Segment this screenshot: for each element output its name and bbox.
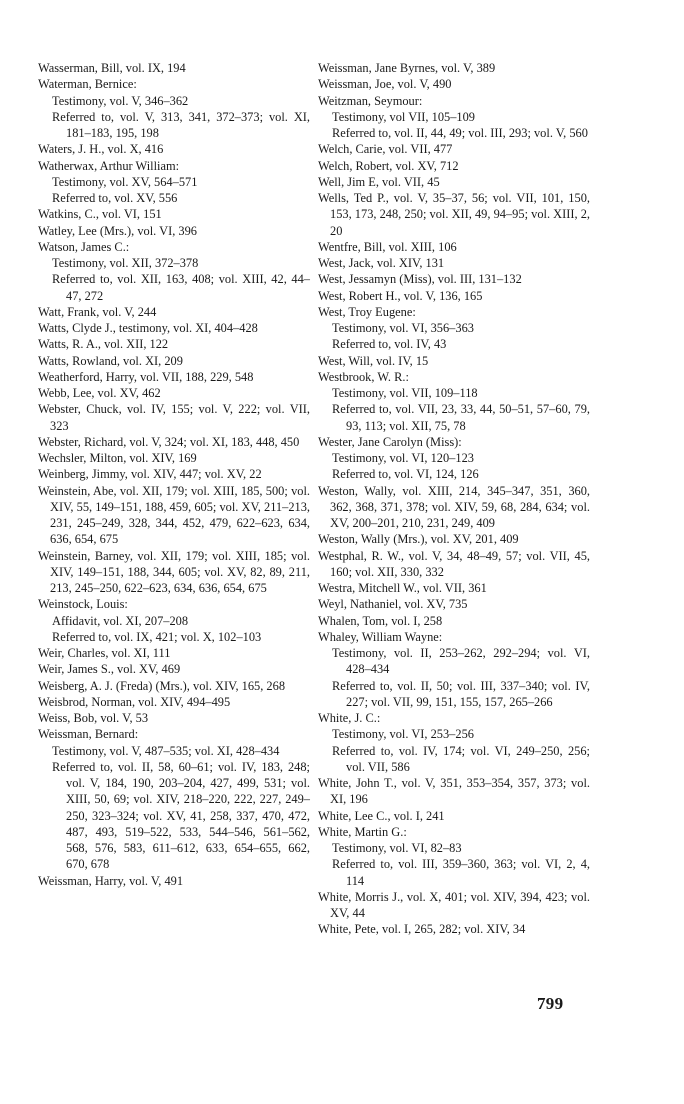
index-entry: Webster, Richard, vol. V, 324; vol. XI, 183, 448, 450 xyxy=(38,434,300,449)
index-subentry: Testimony, vol VII, 105–109 xyxy=(332,109,475,124)
page-number: 799 xyxy=(537,994,564,1013)
index-entry: West, Will, vol. IV, 15 xyxy=(318,353,429,368)
index-subentry: Referred to, vol. IX, 421; vol. X, 102–103 xyxy=(52,629,262,644)
index-subentry: Referred to, vol. XII, 163, 408; vol. XIII, 42, 44–47, 272 xyxy=(52,272,310,303)
index-entry: Weiss, Bob, vol. V, 53 xyxy=(38,711,149,725)
index-entry: Weissman, Harry, vol. V, 491 xyxy=(38,873,184,888)
index-entry: Welch, Carie, vol. VII, 477 xyxy=(318,142,453,157)
index-entry: Weir, Charles, vol. XI, 111 xyxy=(38,646,171,660)
index-entry: White, Pete, vol. I, 265, 282; vol. XIV, 34 xyxy=(318,922,526,937)
index-entry: Weatherford, Harry, vol. VII, 188, 229, 548 xyxy=(38,369,254,384)
index-entry: Westra, Mitchell W., vol. VII, 361 xyxy=(318,581,487,595)
index-subentry: Referred to, vol. II, 58, 60–61; vol. IV, 183, 248; vol. V, 184, 190, 203–204, 427, 499, 531; vol. XIII, 50, 69; vol. XIV, 218–220, 222, 227, 249–250, 323–324; vol. XV, 41, 258, 337, 470, 472, 487, 493, 519–522, 533, 544–546, 561–562, 568, 576, 583, 611–612, 633, 654–655, 662, 670, 678 xyxy=(52,759,310,872)
index-entry: Weisberg, A. J. (Freda) (Mrs.), vol. XIV, 165, 268 xyxy=(38,678,286,693)
index-entry: Watson, James C.: xyxy=(38,239,130,254)
index-subentry: Testimony, vol. V, 487–535; vol. XI, 428–434 xyxy=(52,743,280,758)
index-entry: White, Lee C., vol. I, 241 xyxy=(318,808,445,823)
index-entry: West, Robert H., vol. V, 136, 165 xyxy=(318,288,483,303)
index-subentry: Testimony, vol. VI, 82–83 xyxy=(332,841,462,855)
index-entry: White, Martin G.: xyxy=(318,824,407,839)
index-subentry: Testimony, vol. VI, 356–363 xyxy=(332,321,474,335)
index-subentry: Referred to, vol. II, 50; vol. III, 337–340; vol. IV, 227; vol. VII, 99, 151, 155, 157, 265–266 xyxy=(332,678,590,709)
index-entry: Wester, Jane Carolyn (Miss): xyxy=(318,434,462,449)
index-entry: Weinstein, Barney, vol. XII, 179; vol. XIII, 185; vol. XIV, 149–151, 188, 344, 605; vol. XV, 82, 89, 211, 213, 245–250, 622–623, 634, 636, 654, 675 xyxy=(38,548,310,595)
index-column-left xyxy=(38,60,310,889)
index-subentry: Testimony, vol. VII, 109–118 xyxy=(332,386,478,400)
index-entry: Webster, Chuck, vol. IV, 155; vol. V, 222; vol. VII, 323 xyxy=(38,402,310,433)
index-entry: Waters, J. H., vol. X, 416 xyxy=(38,142,164,157)
index-entry: Weissman, Bernard: xyxy=(38,727,139,742)
index-subentry: Referred to, vol. XV, 556 xyxy=(52,191,178,205)
index-entry: Waterman, Bernice: xyxy=(38,77,137,92)
index-entry: Weyl, Nathaniel, vol. XV, 735 xyxy=(318,597,468,612)
index-entry: Weinstein, Abe, vol. XII, 179; vol. XIII, 185, 500; vol. XIV, 55, 149–151, 188, 459, 605; vol. XV, 211–213, 231, 245–249, 328, 344, 452, 479, 622–623, 634, 636, 654, 675 xyxy=(38,483,310,547)
index-entry: Weir, James S., vol. XV, 469 xyxy=(38,662,181,677)
index-subentry: Referred to, vol. V, 313, 341, 372–373; vol. XI, 181–183, 195, 198 xyxy=(52,109,310,140)
index-entry: Weston, Wally (Mrs.), vol. XV, 201, 409 xyxy=(318,532,519,547)
index-entry: Welch, Robert, vol. XV, 712 xyxy=(318,158,459,173)
index-entry: Well, Jim E, vol. VII, 45 xyxy=(318,174,440,189)
index-subentry: Referred to, vol. IV, 43 xyxy=(332,337,447,352)
index-entry: Watts, R. A., vol. XII, 122 xyxy=(38,337,169,352)
index-entry: Watts, Clyde J., testimony, vol. XI, 404–428 xyxy=(38,321,258,335)
index-entry: Webb, Lee, vol. XV, 462 xyxy=(38,386,161,400)
index-subentry: Testimony, vol. VI, 120–123 xyxy=(332,451,474,465)
index-subentry: Referred to, vol. IV, 174; vol. VI, 249–250, 256; vol. VII, 586 xyxy=(332,743,590,774)
index-subentry: Testimony, vol. XV, 564–571 xyxy=(52,174,198,189)
index-entry: Weston, Wally, vol. XIII, 214, 345–347, 351, 360, 362, 368, 371, 378; vol. XIV, 59, 68, 284, 634; vol. XV, 200–201, 210, 231, 249, 409 xyxy=(318,483,590,530)
index-entry: White, Morris J., vol. X, 401; vol. XIV, 394, 423; vol. XV, 44 xyxy=(318,889,590,920)
index-entry: Weissman, Joe, vol. V, 490 xyxy=(318,77,452,92)
index-entry: Watkins, C., vol. VI, 151 xyxy=(38,207,162,222)
index-entry: Wentfre, Bill, vol. XIII, 106 xyxy=(318,239,457,254)
index-entry: Westphal, R. W., vol. V, 34, 48–49, 57; vol. VII, 45, 160; vol. XII, 330, 332 xyxy=(318,548,590,579)
index-entry: Westbrook, W. R.: xyxy=(318,369,409,384)
index-entry: Watt, Frank, vol. V, 244 xyxy=(38,304,157,319)
index-subentry: Testimony, vol. XII, 372–378 xyxy=(52,256,199,270)
index-subentry: Referred to, vol. II, 44, 49; vol. III, 293; vol. V, 560 xyxy=(332,126,588,140)
index-entry: Watley, Lee (Mrs.), vol. VI, 396 xyxy=(38,223,198,238)
index-entry: Wasserman, Bill, vol. IX, 194 xyxy=(38,61,186,75)
index-entry: White, J. C.: xyxy=(318,711,381,725)
index-entry: White, John T., vol. V, 351, 353–354, 357, 373; vol. XI, 196 xyxy=(318,776,590,807)
index-entry: Wechsler, Milton, vol. XIV, 169 xyxy=(38,451,197,465)
index-entry: West, Troy Eugene: xyxy=(318,304,416,319)
index-column-right xyxy=(318,60,590,938)
index-entry: Weissman, Jane Byrnes, vol. V, 389 xyxy=(318,61,496,75)
index-subentry: Affidavit, vol. XI, 207–208 xyxy=(52,613,189,628)
index-subentry: Referred to, vol. VII, 23, 33, 44, 50–51, 57–60, 79, 93, 113; vol. XII, 75, 78 xyxy=(332,402,590,433)
index-subentry: Testimony, vol. II, 253–262, 292–294; vol. VI, 428–434 xyxy=(332,646,590,677)
index-subentry: Testimony, vol. VI, 253–256 xyxy=(332,727,474,742)
index-entry: Weitzman, Seymour: xyxy=(318,93,423,108)
index-entry: Watherwax, Arthur William: xyxy=(38,158,180,173)
index-entry: Weinberg, Jimmy, vol. XIV, 447; vol. XV, 22 xyxy=(38,467,262,482)
index-entry: Whalen, Tom, vol. I, 258 xyxy=(318,613,443,628)
index-subentry: Referred to, vol. VI, 124, 126 xyxy=(332,467,479,482)
index-subentry: Testimony, vol. V, 346–362 xyxy=(52,93,189,108)
index-entry: Wells, Ted P., vol. V, 35–37, 56; vol. VII, 101, 150, 153, 173, 248, 250; vol. XII, 49, 94–95; vol. XIII, 2, 20 xyxy=(318,191,590,238)
index-entry: Whaley, William Wayne: xyxy=(318,629,443,644)
index-entry: Weisbrod, Norman, vol. XIV, 494–495 xyxy=(38,694,231,709)
index-entry: Weinstock, Louis: xyxy=(38,597,128,612)
index-entry: West, Jack, vol. XIV, 131 xyxy=(318,256,445,270)
index-entry: Watts, Rowland, vol. XI, 209 xyxy=(38,353,183,368)
index-subentry: Referred to, vol. III, 359–360, 363; vol. VI, 2, 4, 114 xyxy=(332,857,590,888)
index-entry: West, Jessamyn (Miss), vol. III, 131–132 xyxy=(318,272,522,287)
